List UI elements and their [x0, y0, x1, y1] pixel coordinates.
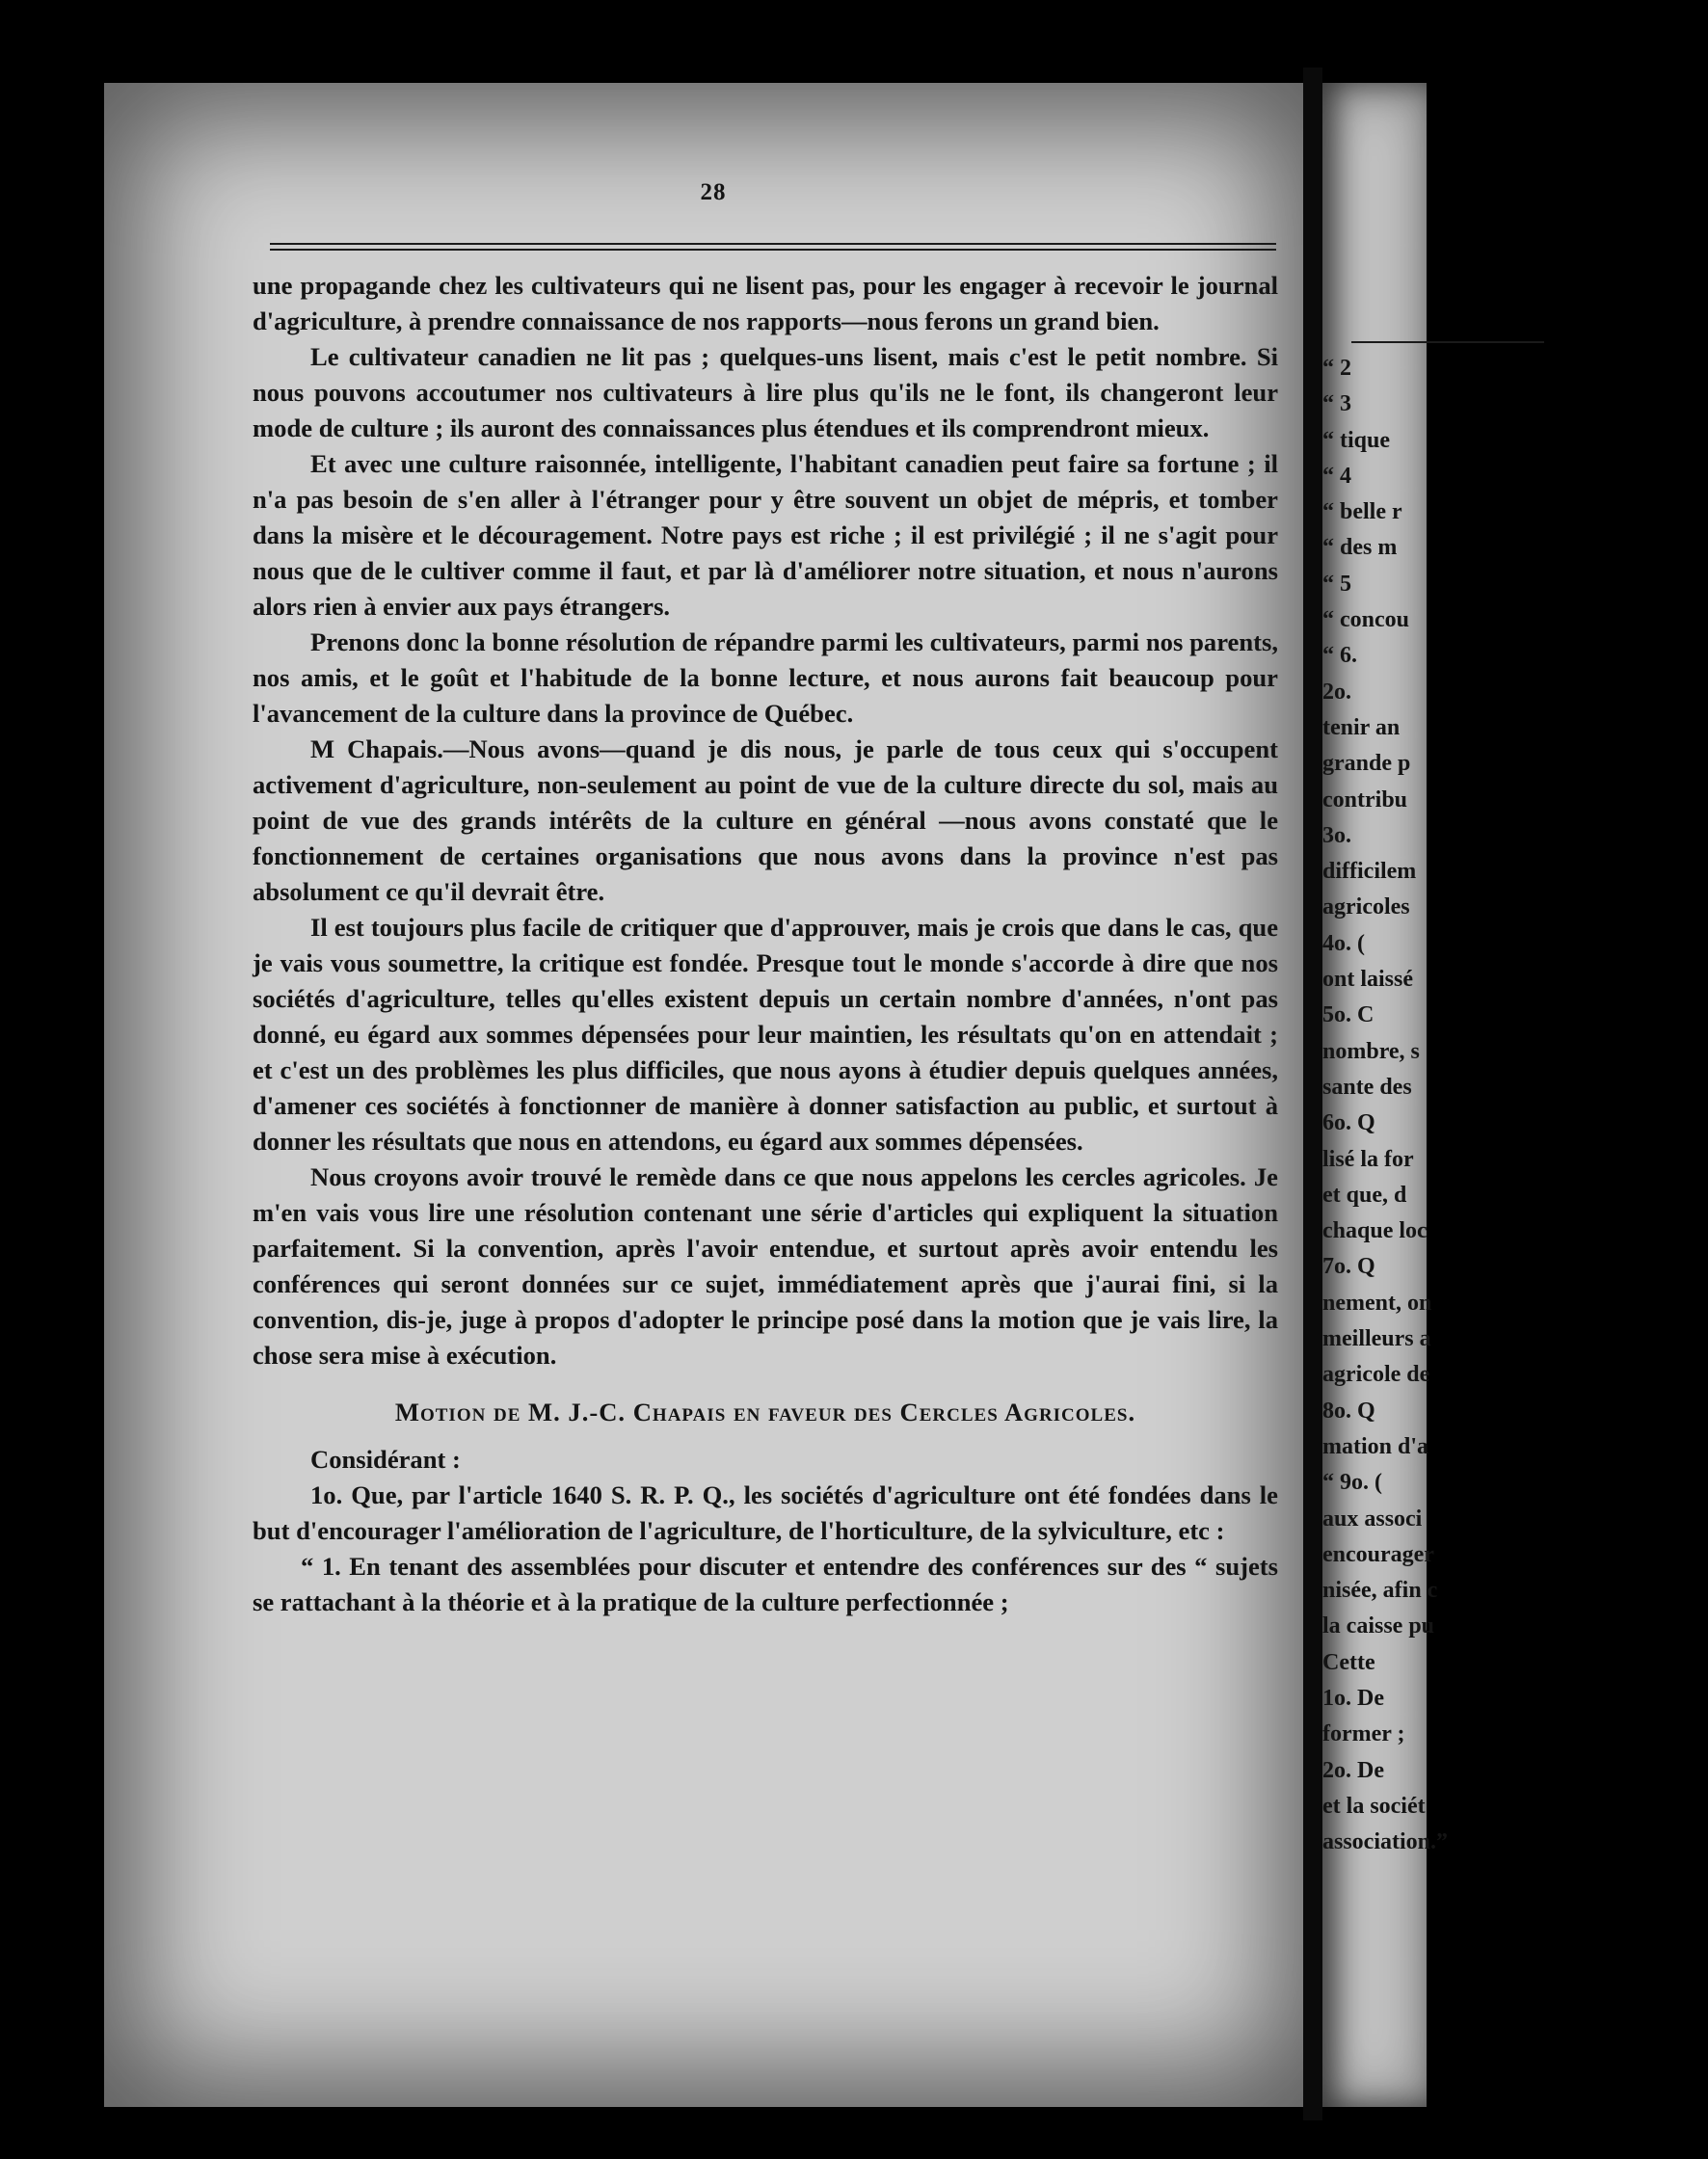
adjacent-page-line: tenir an: [1322, 714, 1401, 740]
adjacent-page-line: “ des m: [1322, 535, 1398, 561]
adjacent-page-line: Cette: [1322, 1649, 1375, 1675]
clause-1: 1o. Que, par l'article 1640 S. R. P. Q., les sociétés d'agriculture ont été fondées dans le but d'encourager l'amélioration de l'agriculture, de l'horticulture, de la sylviculture, etc :: [253, 1480, 1278, 1545]
adjacent-page-line: nement, on: [1322, 1290, 1432, 1316]
adjacent-page-line: 7o. Q: [1322, 1254, 1375, 1280]
adjacent-page-line: “ tique: [1322, 427, 1391, 453]
adjacent-page-line: “ 9o. (: [1322, 1470, 1382, 1496]
adjacent-page-line: difficilem: [1322, 859, 1417, 885]
header-rule-top: [270, 243, 1276, 245]
adjacent-page-line: et la sociét: [1322, 1793, 1426, 1819]
adjacent-page-text: [1322, 351, 1708, 1860]
adjacent-page-line: 6o. Q: [1322, 1110, 1375, 1136]
considering-label: Considérant :: [310, 1445, 461, 1474]
adjacent-page-line: “ 3: [1322, 391, 1351, 417]
adjacent-page-line: “ concou: [1322, 607, 1409, 633]
paragraph: une propagande chez les cultivateurs qui ne lisent pas, pour les engager à recevoir le journal d'agriculture, à prendre connaissance de nos rapports—nous ferons un grand bien.: [253, 271, 1278, 335]
adjacent-page-line: “ belle r: [1322, 499, 1402, 525]
paragraph: Et avec une culture raisonnée, intelligente, l'habitant canadien peut faire sa fortune ; il n'a pas besoin de s'en aller à l'étranger pour y être souvent un objet de mépris, et tomber dans la misère et le découragement. Notre pays est riche ; il est privilégié ; il ne s'agit pour nous que de le cultiver comme il faut, et par là d'améliorer notre situation, et nous n'aurons alors rien à envier aux pays étrangers.: [253, 449, 1278, 621]
adjacent-page-line: lisé la for: [1322, 1146, 1414, 1172]
adjacent-page-line: meilleurs a: [1322, 1326, 1431, 1352]
adjacent-page-line: chaque loc: [1322, 1218, 1428, 1244]
paragraph: Le cultivateur canadien ne lit pas ; quelques-uns lisent, mais c'est le petit nombre. Si nous pouvons accoutumer nos cultivateurs à lire plus qu'ils ne le font, ils changeront leur mode de culture ; ils auront des connaissances plus étendues et ils comprendront mieux.: [253, 342, 1278, 442]
adjacent-page-line: 1o. De: [1322, 1685, 1384, 1711]
adjacent-page-line: grande p: [1322, 751, 1411, 777]
adjacent-page-line: 5o. C: [1322, 1002, 1374, 1028]
book-gutter: [1303, 67, 1322, 2120]
paragraph: M Chapais.—Nous avons—quand je dis nous, je parle de tous ceux qui s'occupent activement d'agriculture, non-seulement au point de vue de la culture directe du sol, mais au point de vue des grands intérêts de la culture en général —nous avons constaté que le fonctionnement de certaines organisations que nous avons dans la province n'est pas absolument ce qu'il devrait être.: [253, 734, 1278, 906]
paragraph: Nous croyons avoir trouvé le remède dans ce que nous appelons les cercles agricoles. Je m'en vais vous lire une résolution contenant une série d'articles qui expliquent la situation parfaitement. Si la convention, après l'avoir entendue, et surtout après avoir entendu les conférences qui seront données sur ce sujet, immédiatement après que j'aurai fini, si la convention, dis-je, juge à propos d'adopter le principe posé dans la motion que je vais lire, la chose sera mise à exécution.: [253, 1162, 1278, 1370]
adjacent-page-line: “ 6.: [1322, 643, 1357, 669]
header-rule-bottom: [270, 249, 1276, 251]
adjacent-page-line: contribu: [1322, 786, 1408, 813]
adjacent-page: [1322, 83, 1449, 2107]
adjacent-page-line: former ;: [1322, 1721, 1405, 1747]
adjacent-page-line: nisée, afin c: [1322, 1578, 1438, 1604]
paragraph: Il est toujours plus facile de critiquer que d'approuver, mais je crois que dans le cas, que je vais vous soumettre, la critique est fondée. Presque tout le monde s'accorde à dire que nos sociétés d'agriculture, telles qu'elles existent depuis un certain nombre d'années, n'ont pas donné, eu égard aux sommes dépensées pour leur maintien, les résultats qu'on en attendait ; et c'est un des problèmes les plus difficiles, que nous ayons à étudier depuis quelques années, d'amener ces sociétés à fonctionner de manière à donner satisfaction au public, et surtout à donner les résultats que nous en attendons, eu égard aux sommes dépensées.: [253, 913, 1278, 1156]
motion-heading: Motion de M. J.-C. Chapais en faveur des Cercles Agricoles.: [394, 1398, 1136, 1426]
paragraph: Prenons donc la bonne résolution de répandre parmi les cultivateurs, parmi nos parents, nos amis, et le goût et l'habitude de la bonne lecture, et nous aurons fait beaucoup pour l'avancement de la culture dans la province de Québec.: [253, 627, 1278, 728]
adjacent-page-line: nombre, s: [1322, 1038, 1420, 1064]
adjacent-page-line: encourager: [1322, 1541, 1434, 1567]
adjacent-page-line: “ 4: [1322, 463, 1351, 489]
adjacent-page-line: association.”: [1322, 1829, 1449, 1855]
adjacent-page-line: 3o.: [1322, 822, 1351, 848]
adjacent-page-line: agricoles: [1322, 894, 1410, 920]
adjacent-page-line: et que, d: [1322, 1182, 1407, 1208]
adjacent-page-line: mation d'a: [1322, 1433, 1429, 1459]
adjacent-page-line: ont laissé: [1322, 967, 1414, 993]
adjacent-page-line: 2o. De: [1322, 1757, 1384, 1783]
adjacent-page-line: 8o. Q: [1322, 1398, 1375, 1424]
adjacent-page-line: agricole de: [1322, 1362, 1430, 1388]
adjacent-page-line: “ 2: [1322, 356, 1351, 381]
adjacent-page-line: 4o. (: [1322, 930, 1365, 956]
adjacent-page-line: 2o.: [1322, 679, 1351, 705]
adjacent-page-line: la caisse pu: [1322, 1613, 1435, 1639]
adjacent-page-line: sante des: [1322, 1074, 1412, 1100]
body-text: [253, 268, 1278, 1620]
page-number: 28: [700, 179, 727, 205]
adjacent-page-line: “ 5: [1322, 571, 1351, 597]
quoted-article: “ 1. En tenant des assemblées pour discuter et entendre des conférences sur des “ sujets se rattachant à la théorie et à la pratique de la culture perfectionnée ;: [253, 1552, 1278, 1616]
adjacent-page-line: aux associ: [1322, 1506, 1423, 1532]
adjacent-page-rule: [1351, 341, 1544, 343]
